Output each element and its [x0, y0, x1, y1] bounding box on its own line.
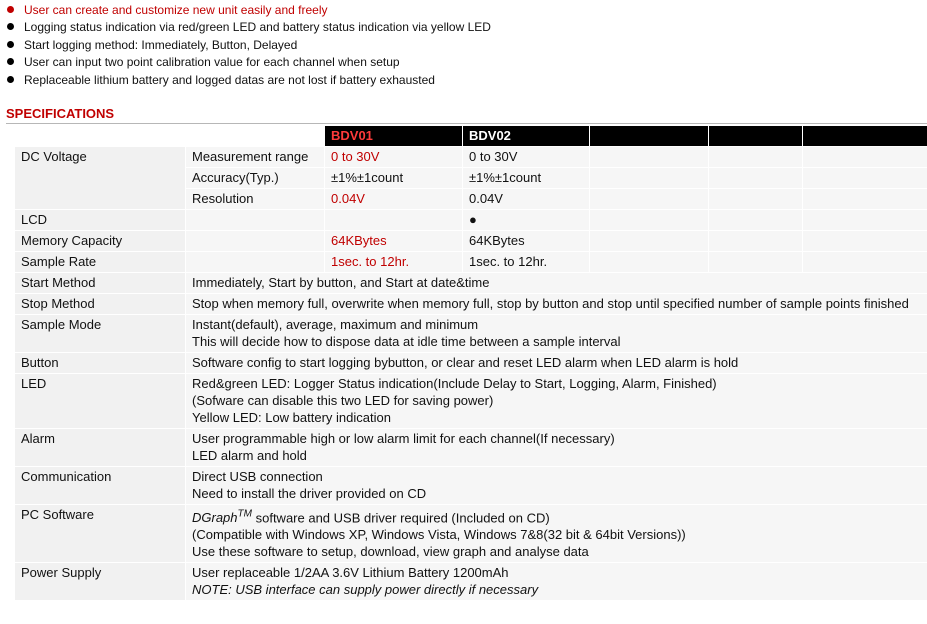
led-line: (Sofware can disable this two LED for saving power)	[192, 393, 494, 408]
table-row	[15, 374, 927, 429]
feature-text: Logging status indication via red/green LED and battery status indication via yellow LED	[24, 20, 491, 34]
bdv01-value: 0 to 30V	[325, 147, 463, 168]
feature-item	[7, 54, 400, 71]
table-header-row	[15, 126, 927, 147]
specifications-heading: SPECIFICATIONS	[6, 106, 115, 121]
feature-item	[7, 72, 435, 89]
communication-line: Need to install the driver provided on CD	[192, 486, 427, 501]
bullet-icon	[7, 23, 14, 30]
pc-software-value	[186, 505, 927, 563]
row-label-dc-voltage: DC Voltage	[15, 147, 186, 210]
row-label-power-supply: Power Supply	[15, 563, 186, 601]
header-blank	[15, 126, 186, 147]
bullet-icon	[7, 6, 14, 13]
dgraph-brand: DGraph™	[192, 509, 252, 526]
row-label-button: Button	[15, 353, 186, 374]
table-row	[15, 294, 927, 315]
alarm-value	[186, 429, 927, 467]
table-row	[15, 505, 927, 563]
row-label-pc-software: PC Software	[15, 505, 186, 563]
bdv02-lcd-dot-icon: ●	[463, 210, 590, 231]
stop-method-value: Stop when memory full, overwrite when memory full, stop by button and stop until specified number of sample points finished	[186, 294, 927, 315]
row-label-start-method: Start Method	[15, 273, 186, 294]
feature-text: Start logging method: Immediately, Button, Delayed	[24, 38, 298, 52]
row-label-sample-rate: Sample Rate	[15, 252, 186, 273]
alarm-line: LED alarm and hold	[192, 448, 307, 463]
feature-item	[7, 2, 328, 19]
column-header-empty	[803, 126, 927, 147]
table-row	[15, 429, 927, 467]
column-header-bdv01: BDV01	[325, 126, 463, 147]
row-label-memory: Memory Capacity	[15, 231, 186, 252]
pc-software-line: Use these software to setup, download, view graph and analyse data	[192, 544, 589, 560]
pc-software-line: (Compatible with Windows XP, Windows Vista, Windows 7&8(32 bit & 64bit Versions))	[192, 527, 686, 543]
bdv02-value: 1sec. to 12hr.	[463, 252, 590, 273]
column-header-empty	[709, 126, 803, 147]
feature-item	[7, 37, 297, 54]
bullet-icon	[7, 58, 14, 65]
column-header-bdv02: BDV02	[463, 126, 590, 147]
param-label: Accuracy(Typ.)	[186, 168, 325, 189]
table-row	[15, 147, 927, 168]
param-label: Resolution	[186, 189, 325, 210]
bdv02-value: 0.04V	[463, 189, 590, 210]
table-row	[15, 273, 927, 294]
table-row	[15, 563, 927, 601]
bdv01-value: 1sec. to 12hr.	[325, 252, 463, 273]
table-row	[15, 315, 927, 353]
table-row	[15, 467, 927, 505]
led-value	[186, 374, 927, 429]
row-label-sample-mode: Sample Mode	[15, 315, 186, 353]
param-label: Measurement range	[186, 147, 325, 168]
heading-divider	[6, 123, 927, 124]
sample-mode-value	[186, 315, 927, 353]
bdv02-value: ±1%±1count	[463, 168, 590, 189]
led-line: Yellow LED: Low battery indication	[192, 410, 391, 425]
bullet-icon	[7, 76, 14, 83]
row-label-stop-method: Stop Method	[15, 294, 186, 315]
alarm-line: User programmable high or low alarm limit for each channel(If necessary)	[192, 431, 615, 446]
start-method-value: Immediately, Start by button, and Start at date&time	[186, 273, 927, 294]
table-row	[15, 231, 927, 252]
bullet-icon	[7, 41, 14, 48]
row-label-communication: Communication	[15, 467, 186, 505]
feature-item	[7, 19, 491, 36]
sample-mode-line: Instant(default), average, maximum and minimum	[192, 317, 479, 332]
feature-text: User can create and customize new unit easily and freely	[24, 3, 328, 17]
bdv02-value: 0 to 30V	[463, 147, 590, 168]
bdv01-value: 0.04V	[325, 189, 463, 210]
row-label-lcd: LCD	[15, 210, 186, 231]
table-row	[15, 353, 927, 374]
header-blank	[186, 126, 325, 147]
column-header-empty	[590, 126, 709, 147]
bdv01-value: ±1%±1count	[325, 168, 463, 189]
bdv01-value: 64KBytes	[325, 231, 463, 252]
feature-text: User can input two point calibration value for each channel when setup	[24, 55, 400, 69]
pc-software-line: DGraph™ software and USB driver required (Included on CD)	[192, 509, 550, 526]
power-supply-note: NOTE: USB interface can supply power directly if necessary	[192, 582, 539, 598]
row-label-alarm: Alarm	[15, 429, 186, 467]
communication-value	[186, 467, 927, 505]
table-row	[15, 210, 927, 231]
led-line: Red&green LED: Logger Status indication(Include Delay to Start, Logging, Alarm, Finished)	[192, 376, 717, 391]
sample-mode-line: This will decide how to dispose data at idle time between a sample interval	[192, 334, 621, 349]
row-label-led: LED	[15, 374, 186, 429]
power-supply-line: User replaceable 1/2AA 3.6V Lithium Battery 1200mAh	[192, 565, 509, 581]
table-row	[15, 252, 927, 273]
communication-line: Direct USB connection	[192, 469, 323, 484]
feature-text: Replaceable lithium battery and logged datas are not lost if battery exhausted	[24, 73, 435, 87]
spec-table	[14, 125, 927, 601]
power-supply-value	[186, 563, 927, 601]
button-value: Software config to start logging bybutton, or clear and reset LED alarm when LED alarm is hold	[186, 353, 927, 374]
bdv02-value: 64KBytes	[463, 231, 590, 252]
